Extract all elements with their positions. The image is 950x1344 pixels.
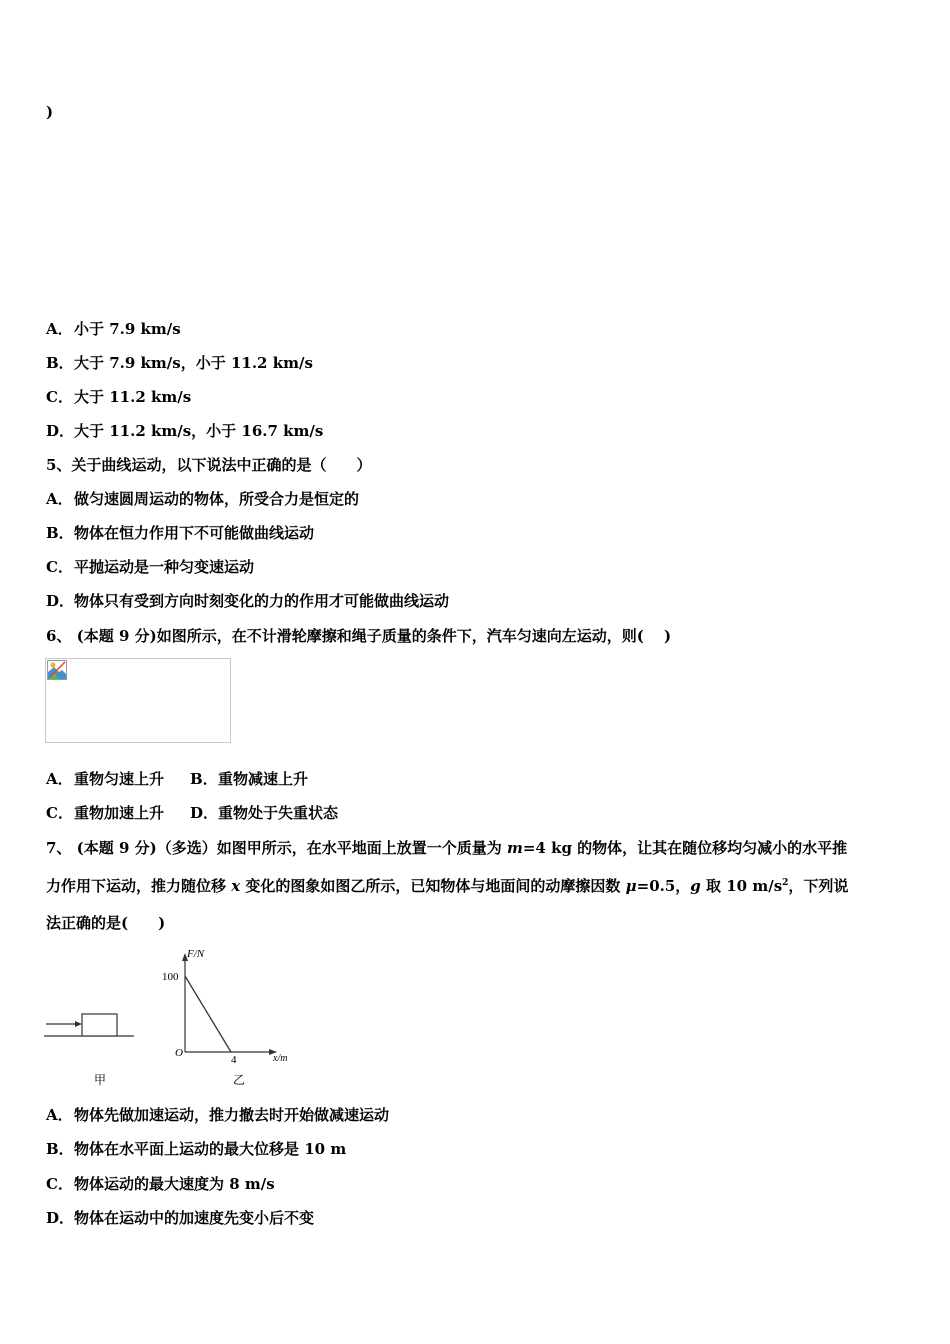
q5-option-a	[46, 489, 359, 509]
q7-stem-line-2	[46, 876, 848, 896]
option-label: B．	[190, 770, 218, 788]
option-label: B．	[46, 354, 74, 372]
option-label: C．	[46, 558, 73, 576]
option-label: A．	[46, 320, 73, 338]
variable-m: m	[506, 839, 523, 857]
force-line	[185, 976, 231, 1052]
option-label: B．	[46, 1140, 74, 1158]
stem-text: =0.5，	[636, 877, 691, 895]
option-text: 大于 11.2 km/s，小于 16.7 km/s	[74, 422, 324, 440]
stem-text: 力作用下运动，推力随位移	[46, 877, 232, 895]
push-arrowhead	[75, 1021, 82, 1027]
variable-g: g	[690, 877, 701, 895]
option-text: 平抛运动是一种匀变速运动	[74, 558, 255, 576]
q7-stem-line-1	[46, 838, 847, 858]
option-text: 做匀速圆周运动的物体，所受合力是恒定的	[74, 490, 360, 508]
option-label: C．	[46, 1175, 73, 1193]
q6-options-row-2	[46, 803, 338, 823]
option-label: C．	[46, 804, 73, 822]
q7-figure	[44, 943, 304, 1091]
q7-option-d	[46, 1208, 314, 1228]
option-label: C．	[46, 388, 73, 406]
x-axis-label: x/m	[273, 1053, 288, 1064]
option-label: B．	[46, 524, 74, 542]
stem-text: ，下列说	[788, 877, 849, 895]
q5-stem: 5、关于曲线运动，以下说法中正确的是（ ）	[46, 456, 372, 474]
y-axis-label: F/N	[187, 948, 205, 960]
option-label: D．	[46, 592, 75, 610]
variable-x: x	[231, 877, 241, 895]
stem-text: =4 kg 的物体，让其在随位移均匀减小的水平推	[522, 839, 848, 857]
origin-label: O	[175, 1047, 183, 1059]
option-label: D．	[46, 422, 75, 440]
q4-option-d	[46, 421, 323, 441]
option-text: 物体先做加速运动，推力撤去时开始做减速运动	[74, 1106, 390, 1124]
option-label: A．	[46, 490, 73, 508]
option-text: 物体在水平面上运动的最大位移是 10 m	[74, 1140, 347, 1158]
block	[82, 1014, 117, 1036]
superscript: 2	[782, 878, 789, 888]
option-text: 重物减速上升	[218, 770, 309, 788]
x-tick-label: 4	[231, 1054, 237, 1066]
q7-option-b	[46, 1139, 346, 1159]
broken-image-icon	[47, 660, 67, 680]
option-label: A．	[46, 1106, 73, 1124]
option-text: 大于 7.9 km/s，小于 11.2 km/s	[74, 354, 313, 372]
q5-option-b	[46, 523, 314, 543]
q4-option-b	[46, 353, 313, 373]
q5-option-c	[46, 557, 254, 577]
q5-option-d	[46, 591, 449, 611]
stem-text: 取 10 m/s	[700, 877, 783, 895]
question-fragment: )	[46, 103, 54, 121]
q7-stem-line-3: 法正确的是( )	[46, 914, 166, 932]
stem-text: 变化的图象如图乙所示，已知物体与地面间的动摩擦因数	[240, 877, 626, 895]
option-text: 大于 11.2 km/s	[74, 388, 192, 406]
q4-option-a	[46, 319, 181, 339]
stem-text: 7、 (本题 9 分)（多选）如图甲所示，在水平地面上放置一个质量为	[46, 839, 507, 857]
q6-figure-placeholder	[45, 658, 231, 743]
option-text: 重物加速上升	[74, 804, 165, 822]
q4-option-c	[46, 387, 191, 407]
q7-option-a	[46, 1105, 389, 1125]
option-text: 重物处于失重状态	[218, 804, 339, 822]
option-text: 物体在恒力作用下不可能做曲线运动	[74, 524, 315, 542]
option-text: 重物匀速上升	[74, 770, 165, 788]
option-text: 物体在运动中的加速度先变小后不变	[74, 1209, 315, 1227]
q7-option-c	[46, 1174, 275, 1194]
q6-options-row-1	[46, 769, 308, 789]
option-label: D．	[190, 804, 219, 822]
option-text: 物体运动的最大速度为 8 m/s	[74, 1175, 275, 1193]
caption-yi: 乙	[233, 1073, 246, 1087]
variable-mu: μ	[625, 877, 637, 895]
option-label: A．	[46, 770, 73, 788]
caption-jia: 甲	[94, 1073, 107, 1087]
option-text: 小于 7.9 km/s	[74, 320, 181, 338]
option-label: D．	[46, 1209, 75, 1227]
option-text: 物体只有受到方向时刻变化的力的作用才可能做曲线运动	[74, 592, 450, 610]
q6-stem: 6、 (本题 9 分)如图所示，在不计滑轮摩擦和绳子质量的条件下，汽车匀速向左运动，则( )	[46, 627, 672, 645]
y-tick-label: 100	[162, 971, 179, 983]
